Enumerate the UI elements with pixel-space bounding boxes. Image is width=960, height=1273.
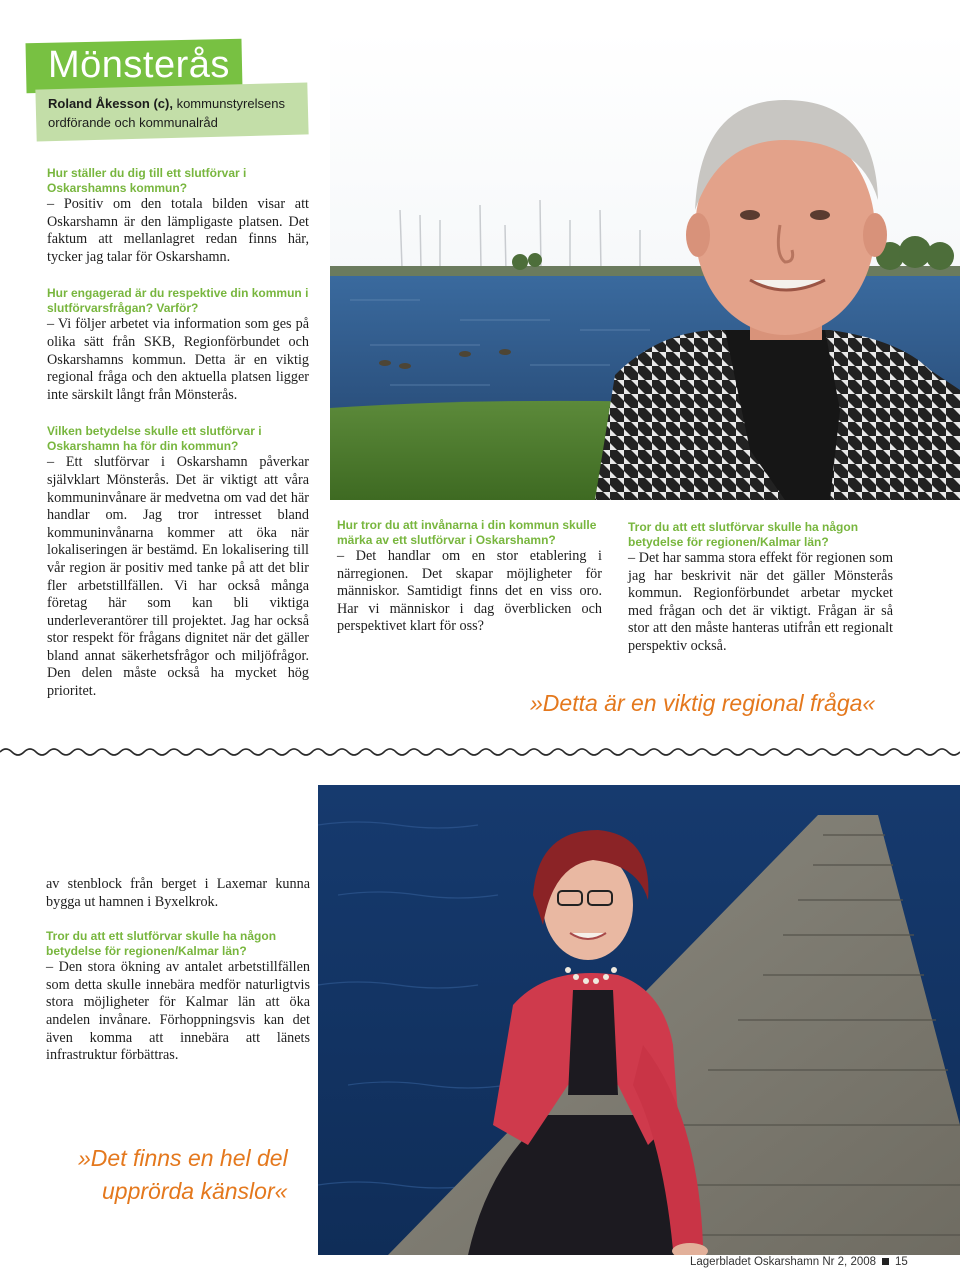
page-number: 15 bbox=[895, 1256, 908, 1268]
continuation-text: av stenblock från berget i Laxemar kunna bygga ut hamnen i Byxelkrok. bbox=[46, 876, 310, 910]
portrait-photo-woman bbox=[318, 785, 960, 1255]
question: Tror du att ett slutförvar skulle ha någon betydelse för regionen/Kalmar län? bbox=[46, 929, 277, 959]
question: Hur engagerad är du respektive din kommun i slutförvarsfrågan? Varför? bbox=[47, 286, 309, 316]
person-role-1: kommunstyrelsens bbox=[172, 96, 285, 111]
answer: – Det har samma stora effekt för regionen som jag har beskrivit när det gäller Mönsterås kommun. Regionförbundet arbetar mycket med frågan och det är viktigt. Frågan är så stor att den måste hanteras utifrån ett regionalt perspektiv också. bbox=[628, 550, 893, 654]
square-bullet-icon bbox=[882, 1258, 889, 1265]
answer: – Ett slutförvar i Oskarshamn påverkar självklart Mönsterås. Det är viktigt att våra kommuninvånare är medvetna om vad det här handlar om. Jag tror intresset bland kommuninvånarna kommer att öka när lokaliseringen är bestämd. En lokalisering till vår region är positiv med tanke på att det blir fler arbetstillfällen. Vi har också många företag här som kan bli viktiga underleverantörer till projektet. Jag har också stor respekt för frågans dignitet när det gäller bland annat säkerhetsfrågor och miljöfrågor. Den delen måste också ha mycket hög prioritet. bbox=[47, 454, 309, 700]
interview-column-3 bbox=[628, 520, 893, 656]
answer: – Vi följer arbetet via information som ges på olika sätt från SKB, Regionförbundet och Oskarshamns kommun. Detta är en viktig regional fråga och den aktuella platsen ligger inte särskilt långt från Mönsterås. bbox=[47, 316, 309, 403]
person-role-2: ordförande och kommunalråd bbox=[48, 115, 218, 130]
answer: – Positiv om den totala bilden visar att Oskarshamn är den lämpligaste platsen. Det faktum att mellanlagret redan finns här, tycker jag talar för Oskarshamn. bbox=[47, 196, 309, 265]
wavy-divider bbox=[0, 742, 960, 762]
question: Hur ställer du dig till ett slutförvar i Oskarshamns kommun? bbox=[47, 166, 247, 195]
answer: – Det handlar om en stor etablering i närregionen. Det skapar möjligheter för människor. Samtidigt finns det en viss oro. Har vi människor i dag överblicken och perspektivet klart för oss? bbox=[337, 548, 602, 635]
answer: – Den stora ökning av antalet arbetstillfällen som detta skulle innebära medför naturligtvis stora möjligheter för Kalmar län att öka andelen invånare. Förhoppningsvis kan det även komma att innebära att länets infrastruktur förbättras. bbox=[46, 959, 310, 1064]
lower-column bbox=[46, 876, 310, 1065]
interview-column-2 bbox=[337, 518, 602, 636]
interview-column-1 bbox=[47, 166, 309, 701]
question: Tror du att ett slutförvar skulle ha någon betydelse för regionen/Kalmar län? bbox=[628, 520, 859, 549]
question: Hur tror du att invånarna i din kommun skulle märka av ett slutförvar i Oskarshamn? bbox=[337, 518, 597, 547]
publication-name: Lagerbladet Oskarshamn Nr 2, 2008 bbox=[690, 1256, 877, 1268]
person-name: Roland Åkesson (c), bbox=[48, 96, 173, 111]
pull-quote: »Detta är en viktig regional fråga« bbox=[530, 690, 876, 716]
page-title: Mönsterås bbox=[48, 44, 230, 86]
byline bbox=[48, 94, 318, 132]
portrait-photo-man bbox=[330, 30, 960, 500]
pull-quote-bottom-line-1: »Det finns en hel del bbox=[78, 1145, 288, 1171]
question: Vilken betydelse skulle ett slutförvar i Oskarshamn ha för din kommun? bbox=[47, 424, 262, 454]
pull-quote-bottom-line-2: upprörda känslor« bbox=[102, 1178, 288, 1204]
page-footer bbox=[690, 1256, 908, 1268]
